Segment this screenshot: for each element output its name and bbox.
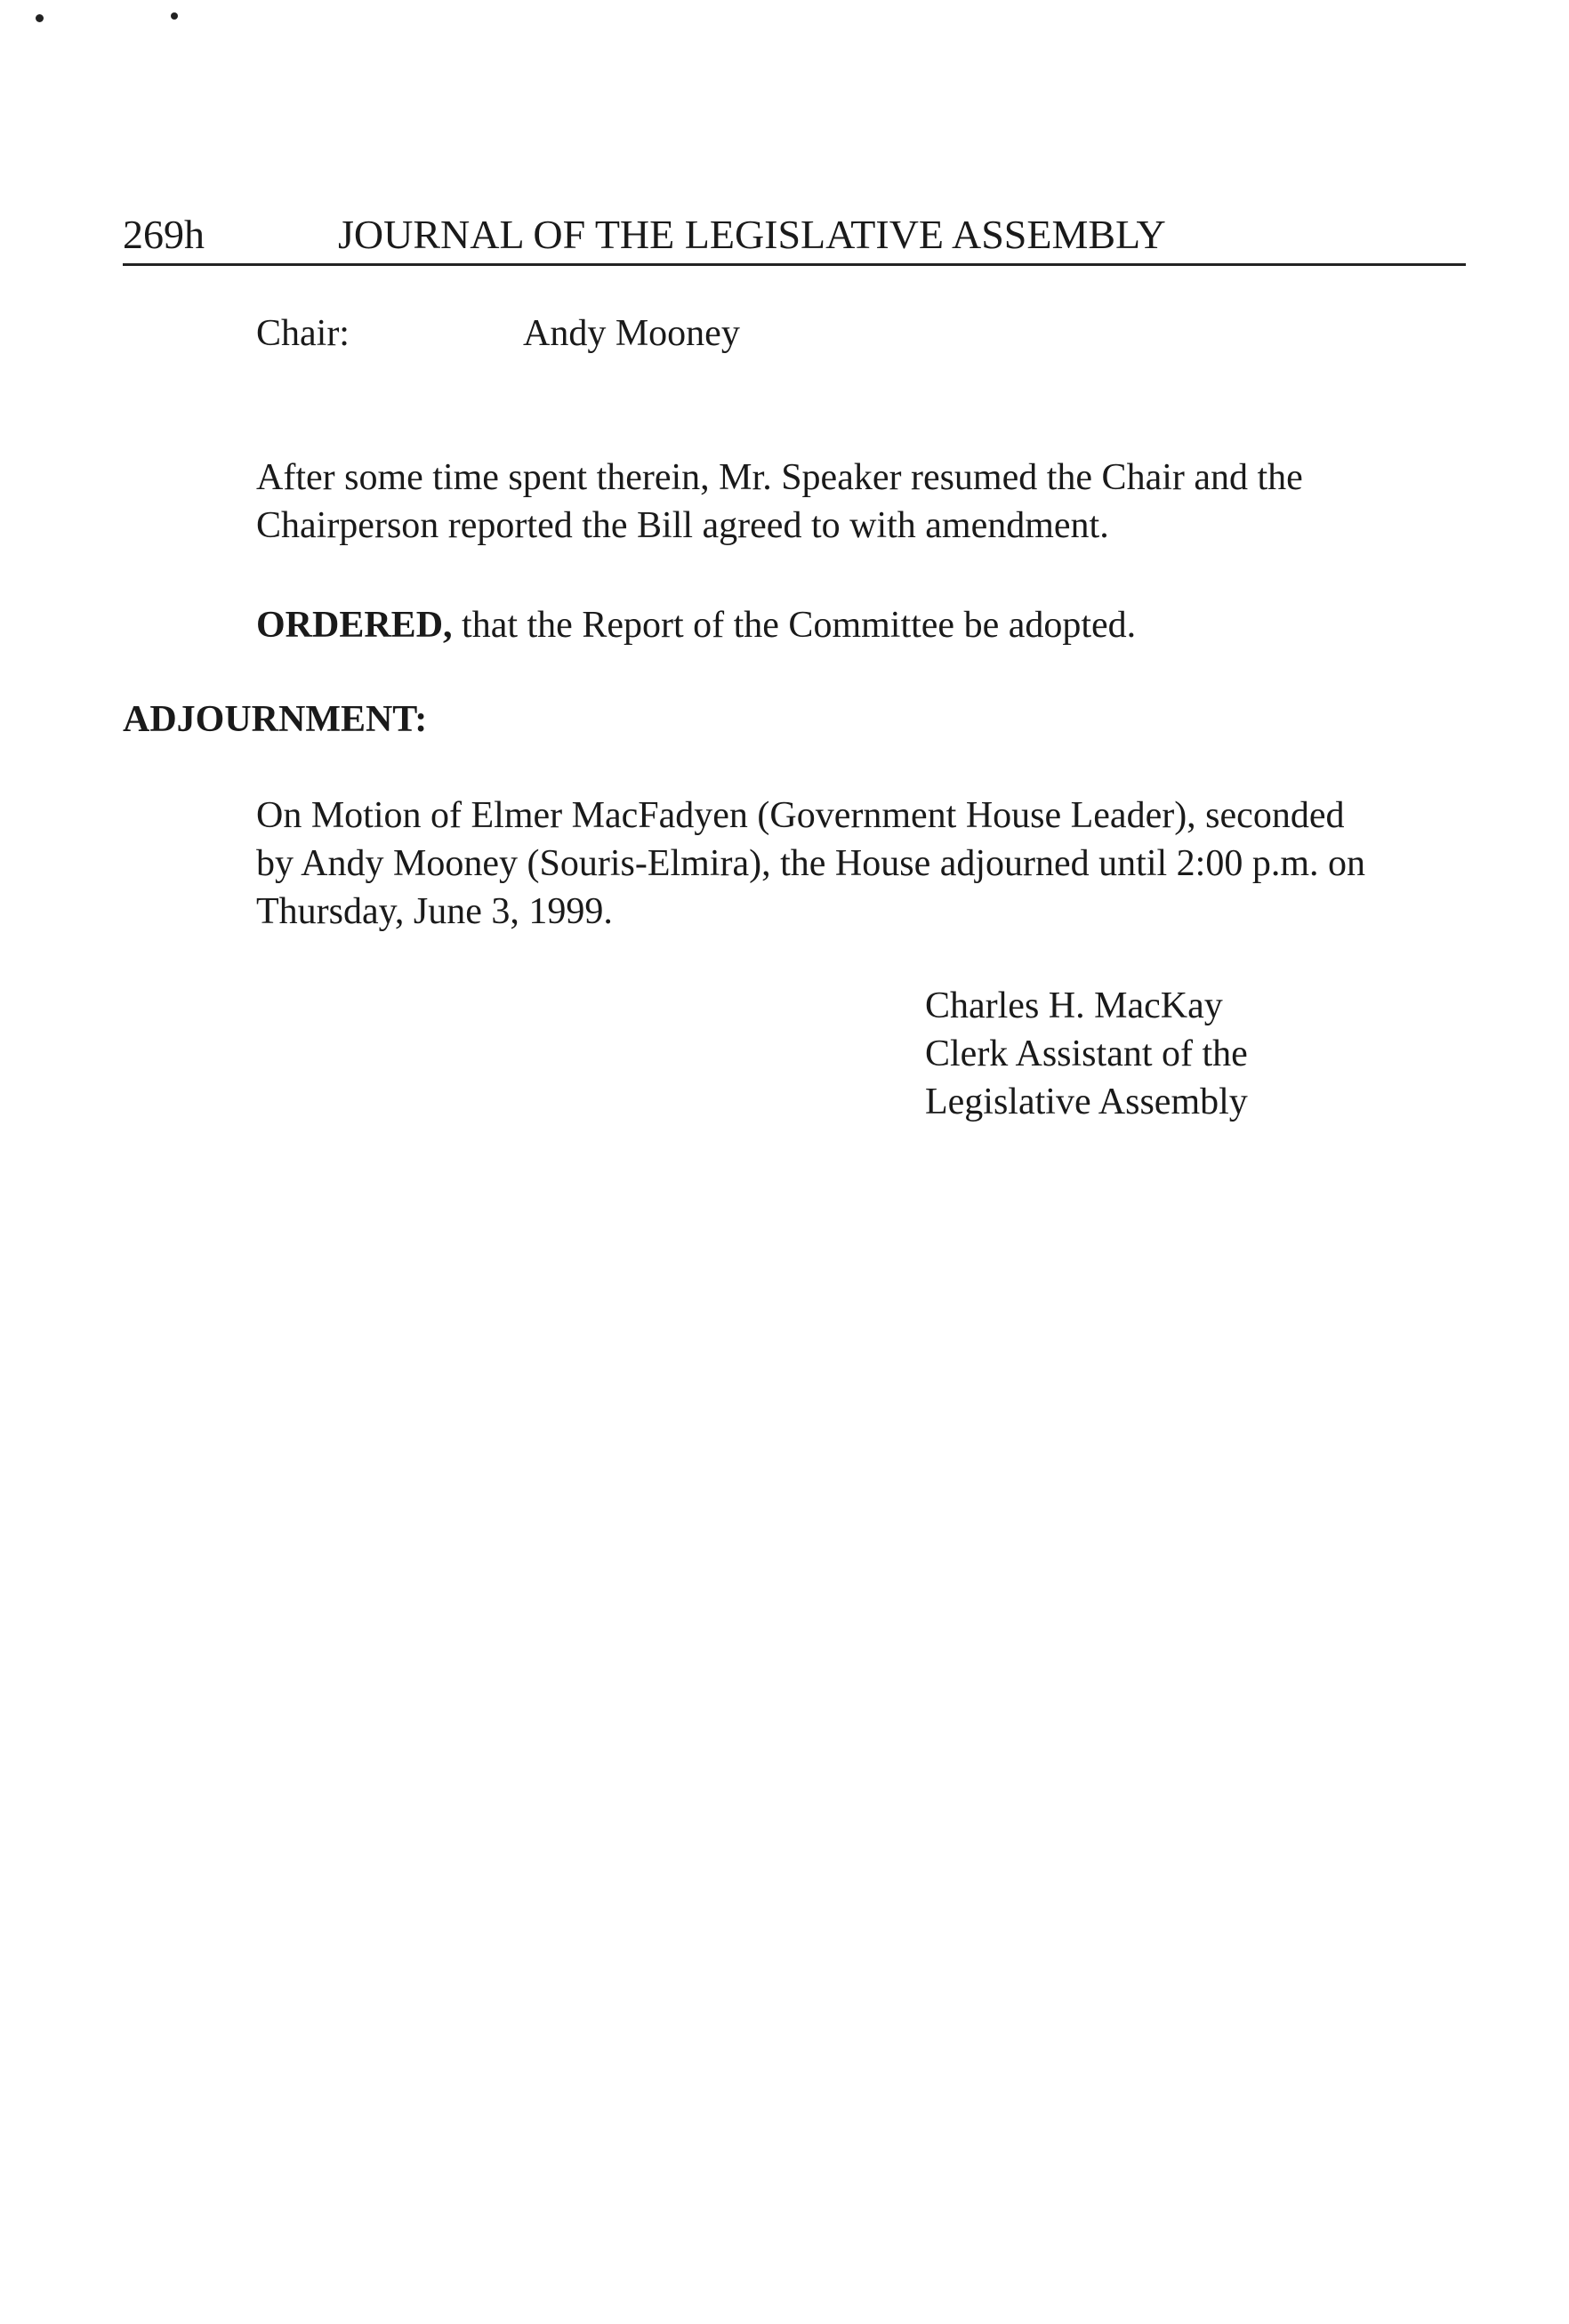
ordered-paragraph [256, 601, 1136, 649]
journal-title: JOURNAL OF THE LEGISLATIVE ASSEMBLY [338, 212, 1166, 257]
signatory-title: Legislative Assembly [925, 1082, 1248, 1122]
ordered-lead: ORDERED, [256, 605, 453, 646]
adjournment-paragraph [256, 792, 1365, 936]
paragraph-line: After some time spent therein, Mr. Speaker resumed the Chair and the [256, 457, 1303, 498]
running-header [123, 206, 1466, 266]
paragraph-line: Thursday, June 3, 1999. [256, 891, 613, 932]
signatory-name: Charles H. MacKay [925, 985, 1223, 1026]
chair-label: Chair: [256, 313, 350, 354]
chair-name: Andy Mooney [523, 313, 740, 354]
paragraph-line: by Andy Mooney (Souris-Elmira), the House adjourned until 2:00 p.m. on [256, 843, 1366, 884]
page-number: 269h [123, 212, 205, 257]
signature-block [925, 982, 1248, 1126]
paragraph-line: On Motion of Elmer MacFadyen (Government House Leader), seconded [256, 795, 1345, 836]
signatory-title: Clerk Assistant of the [925, 1033, 1248, 1074]
report-paragraph [256, 454, 1303, 550]
paragraph-line: Chairperson reported the Bill agreed to with amendment. [256, 505, 1109, 546]
ordered-text: that the Report of the Committee be adopted. [452, 605, 1137, 646]
scan-speck [36, 14, 44, 22]
scan-speck [171, 12, 178, 20]
adjournment-heading: ADJOURNMENT: [123, 699, 428, 740]
